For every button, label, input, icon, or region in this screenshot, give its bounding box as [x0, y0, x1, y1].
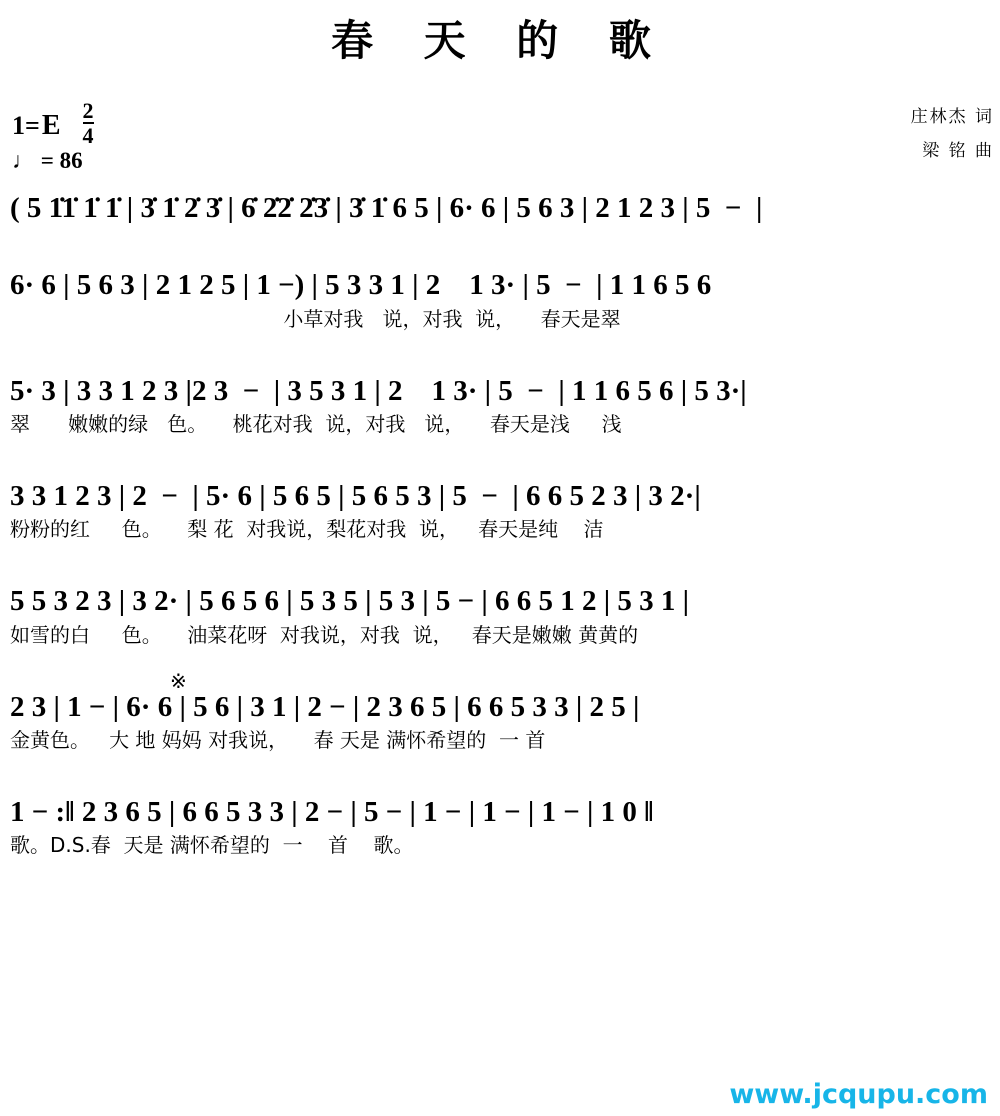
coda-mark-icon: ※: [170, 670, 187, 693]
notation-line: 3 3 1 2 3 | 2 − | 5· 6 | 5 6 5 | 5 6 5 3 | 5 − | 6 6 5 2 3 | 3 2·|: [10, 480, 701, 513]
music-system-4: [10, 480, 990, 541]
lyricist-credit: 庄林杰 词: [910, 107, 994, 127]
key-value: E: [41, 109, 61, 141]
notation-line: 1 − :‖ 2 3 6 5 | 6 6 5 3 3 | 2 − | 5 − | 1 − | 1 − | 1 − | 1 0 ‖: [10, 796, 654, 829]
tempo-marking: [12, 148, 83, 174]
key-label: 1=: [12, 110, 40, 140]
music-system-1: [10, 192, 990, 225]
lyric-line: 如雪的白 色。 油菜花呀 对我说，对我 说， 春天是嫩嫩 黄黄的: [10, 622, 639, 647]
lyric-line: 金黄色。 大 地 妈妈 对我说， 春 天是 满怀希望的 一 首: [10, 728, 546, 753]
notation-line: 6· 6 | 5 6 3 | 2 1 2 5 | 1 −) | 5 3 3 1 | 2 1 3· | 5 − | 1 1 6 5 6: [10, 269, 712, 302]
music-system-6: [10, 670, 990, 753]
music-system-3: [10, 375, 990, 436]
tempo-value: = 86: [40, 148, 83, 173]
key-signature: [12, 98, 94, 149]
time-signature: [83, 100, 94, 147]
music-system-7: [10, 796, 990, 857]
lyric-line: 小草对我 说，对我 说， 春天是翠: [10, 306, 621, 331]
notation-line: 5 5 3 2 3 | 3 2· | 5 6 5 6 | 5 3 5 | 5 3 | 5 − | 6 6 5 1 2 | 5 3 1 |: [10, 585, 690, 618]
notation-line: 5· 3 | 3 3 1 2 3 |2 3 − | 3 5 3 1 | 2 1 3· | 5 − | 1 1 6 5 6 | 5 3·|: [10, 374, 747, 407]
music-system-5: [10, 585, 990, 646]
watermark: www.jcqupu.com: [729, 1079, 988, 1110]
notation-line: 2 3 | 1 − | 6· 6 | 5 6 | 3 1 | 2 − | 2 3 6 5 | 6 6 5 3 3 | 2 5 |: [10, 690, 640, 723]
page-title: 春 天 的 歌: [331, 16, 669, 65]
credits: [911, 100, 994, 168]
meter-numerator: 2: [82, 98, 94, 123]
quarter-note-icon: ♩: [12, 148, 35, 173]
notation-line: ( 5 1̇1̇ 1̇ 1̇ | 3̇ 1̇ 2̇ 3̇ | 6̇ 2̇2̇ 2̇3̇ | 3̇ 1̇ 6 5 | 6· 6 | 5 6 3 | 2 1 2 3 | 5 − |: [10, 192, 763, 224]
lyric-line: 翠 嫩嫩的绿 色。 桃花对我 说，对我 说， 春天是浅 浅: [10, 412, 622, 437]
lyric-line: 歌。D.S.春 天是 满怀希望的 一 首 歌。: [10, 833, 414, 858]
lyric-line: 粉粉的红 色。 梨 花 对我说，梨花对我 说， 春天是纯 洁: [10, 517, 604, 542]
music-system-2: [10, 269, 990, 330]
composer-credit: 梁 铭 曲: [922, 141, 994, 161]
score-header: [0, 96, 1000, 192]
meter-denominator: 4: [82, 123, 94, 148]
